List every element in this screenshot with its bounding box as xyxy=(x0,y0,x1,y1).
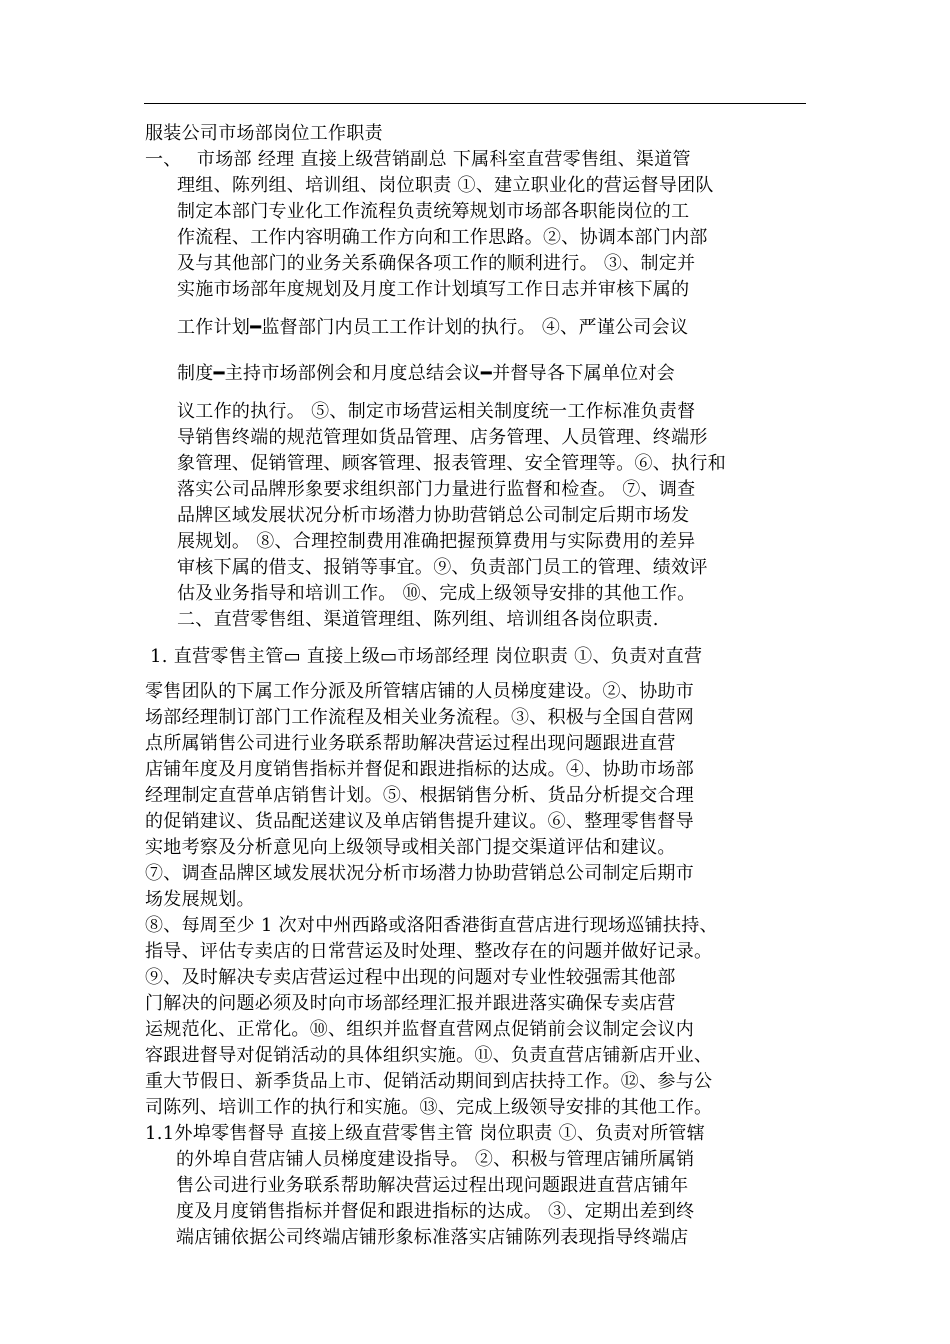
text-line: 零售团队的下属工作分派及所管辖店铺的人员梯度建设。②、协助市 xyxy=(145,681,694,702)
text-line: 工作计划━监督部门内员工工作计划的执行。 ④、严谨公司会议 xyxy=(177,317,689,338)
text-line: 门解决的问题必须及时向市场部经理汇报并跟进落实确保专卖店营 xyxy=(145,993,676,1014)
text-line: 制度━主持市场部例会和月度总结会议━并督导各下属单位对会 xyxy=(177,363,676,384)
text-line: 象管理、促销管理、顾客管理、报表管理、安全管理等。⑥、执行和 xyxy=(177,453,726,474)
text-line: 作流程、工作内容明确工作方向和工作思路。②、协调本部门内部 xyxy=(177,227,708,248)
header-rule xyxy=(144,103,806,104)
text-line: 展规划。 ⑧、合理控制费用准确把握预算费用与实际费用的差异 xyxy=(177,531,696,552)
document-title: 服装公司市场部岗位工作职责 xyxy=(145,123,383,144)
text-line: 实施市场部年度规划及月度工作计划填写工作日志并审核下属的 xyxy=(177,279,690,300)
text-line: 的促销建议、货品配送建议及单店销售提升建议。⑥、整理零售督导 xyxy=(145,811,694,832)
text-line: 指导、评估专卖店的日常营运及时处理、整改存在的问题并做好记录。 xyxy=(145,941,713,962)
text-line: 估及业务指导和培训工作。 ⑩、完成上级领导安排的其他工作。 xyxy=(177,583,696,604)
text-line: 场部经理制订部门工作流程及相关业务流程。③、积极与全国自营网 xyxy=(145,707,694,728)
text-line: ⑨、及时解决专卖店营运过程中出现的问题对专业性较强需其他部 xyxy=(145,967,676,988)
text-line: 落实公司品牌形象要求组织部门力量进行监督和检查。 ⑦、调查 xyxy=(177,479,696,500)
text-line: 售公司进行业务联系帮助解决营运过程出现问题跟进直营店铺年 xyxy=(176,1175,689,1196)
text-line: 实地考察及分析意见向上级领导或相关部门提交渠道评估和建议。 xyxy=(145,837,676,858)
text-line: 1.1外埠零售督导 直接上级直营零售主管 岗位职责 ①、负责对所管辖 xyxy=(145,1123,705,1144)
text-line: 审核下属的借支、报销等事宜。⑨、负责部门员工的管理、绩效评 xyxy=(177,557,708,578)
text-line: 经理制定直营单店销售计划。⑤、根据销售分析、货品分析提交合理 xyxy=(145,785,694,806)
text-line: ⑦、调查品牌区域发展状况分析市场潜力协助营销总公司制定后期市 xyxy=(145,863,694,884)
text-line: 容跟进督导对促销活动的具体组织实施。⑪、负责直营店铺新店开业、 xyxy=(145,1045,713,1066)
text-line: ⑧、每周至少 1 次对中州西路或洛阳香港街直营店进行现场巡铺扶持、 xyxy=(145,915,718,936)
text-line: 一、 市场部 经理 直接上级营销副总 下属科室直营零售组、渠道管 xyxy=(145,149,691,170)
text-line: 议工作的执行。 ⑤、制定市场营运相关制度统一工作标准负责督 xyxy=(177,401,696,422)
text-line: 度及月度销售指标并督促和跟进指标的达成。 ③、定期出差到终 xyxy=(176,1201,695,1222)
section-heading: 二、直营零售组、渠道管理组、陈列组、培训组各岗位职责. xyxy=(177,609,659,630)
text-line: 运规范化、正常化。⑩、组织并监督直营网点促销前会议制定会议内 xyxy=(145,1019,694,1040)
text-line: 制定本部门专业化工作流程负责统筹规划市场部各职能岗位的工 xyxy=(177,201,690,222)
text-line: 及与其他部门的业务关系确保各项工作的顺利进行。 ③、制定并 xyxy=(177,253,696,274)
text-line: 端店铺依据公司终端店铺形象标准落实店铺陈列表现指导终端店 xyxy=(176,1227,689,1248)
text-line: 店铺年度及月度销售指标并督促和跟进指标的达成。④、协助市场部 xyxy=(145,759,694,780)
text-line: 的外埠自营店铺人员梯度建设指导。 ②、积极与管理店铺所属销 xyxy=(176,1149,695,1170)
text-line: 点所属销售公司进行业务联系帮助解决营运过程出现问题跟进直营 xyxy=(145,733,676,754)
text-line: 司陈列、培训工作的执行和实施。⑬、完成上级领导安排的其他工作。 xyxy=(145,1097,713,1118)
text-line: 品牌区域发展状况分析市场潜力协助营销总公司制定后期市场发 xyxy=(177,505,690,526)
text-line: 导销售终端的规范管理如货品管理、店务管理、人员管理、终端形 xyxy=(177,427,708,448)
text-line: 1. 直营零售主管▭ 直接上级▭市场部经理 岗位职责 ①、负责对直营 xyxy=(150,646,703,667)
text-line: 场发展规划。 xyxy=(145,889,255,910)
text-line: 重大节假日、新季货品上市、促销活动期间到店扶持工作。⑫、参与公 xyxy=(145,1071,713,1092)
text-line: 理组、陈列组、培训组、岗位职责 ①、建立职业化的营运督导团队 xyxy=(177,175,714,196)
